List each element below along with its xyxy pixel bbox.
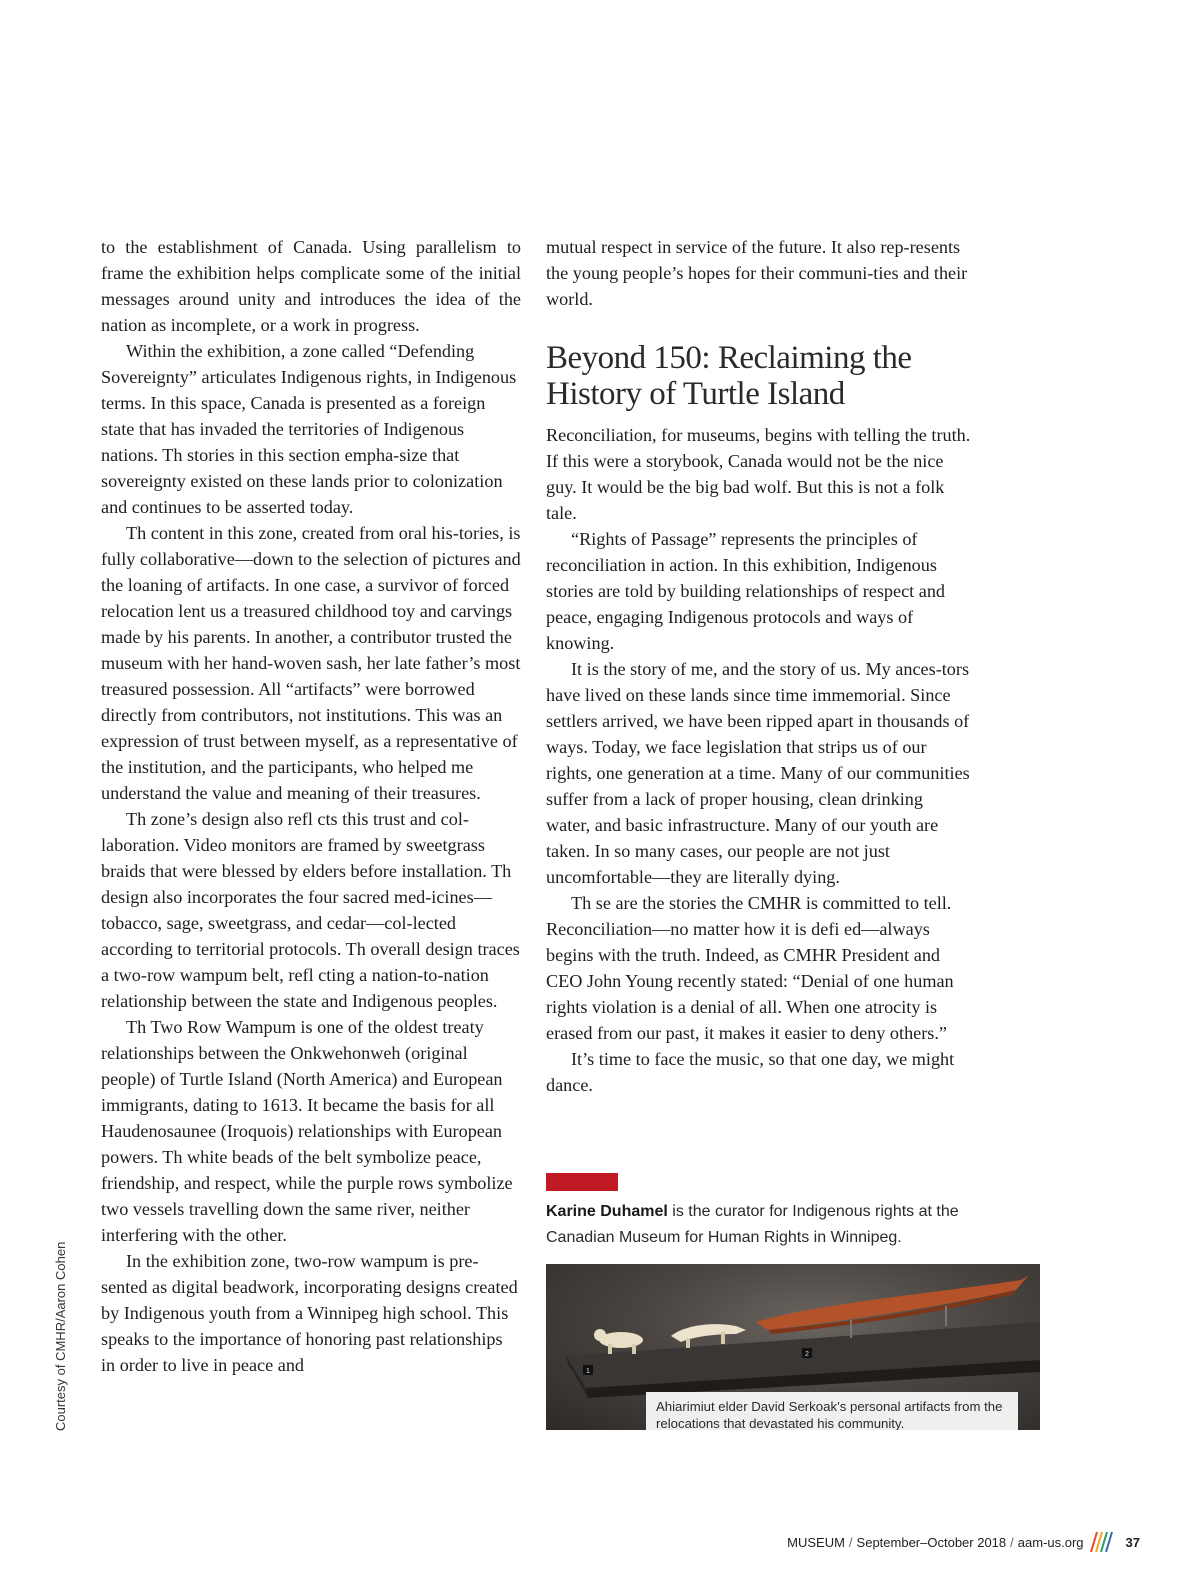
body-paragraph: Within the exhibition, a zone called “Defending Sovereignty” articulates Indigenous rights, in Indigenous terms. In this space, Canada is presented as a foreign state that has invaded the territories of Indigenous nations. Th stories in this section empha-size that sovereignty existed on these lands prior to colonization and continues to be asserted today. (101, 341, 517, 517)
body-paragraph: Th content in this zone, created from oral his-tories, is fully collaborative—down to the selection of pictures and the loaning of artifacts. In one case, a survivor of forced relocation lent us a treasured childhood toy and carvings made by his parents. In another, a contributor trusted the museum with her hand-woven sash, her late father’s most treasured possession. All “artifacts” were borrowed directly from contributors, not institutions. This was an expression of trust between myself, as a representative of the institution, and the participants, who helped me understand the value and meaning of their treasures. (101, 523, 521, 803)
body-paragraph: Th zone’s design also refl cts this trust and col-laboration. Video monitors are framed by sweetgrass braids that were blessed by elders before installation. Th design also incorporates the four sacred med-icines—tobacco, sage, sweetgrass, and cedar—col-lected according to territorial protocols. Th overall design traces a two-row wampum belt, refl cting a nation-to-nation relationship between the state and Indigenous peoples. (101, 809, 520, 1011)
author-name: Karine Duhamel (546, 1203, 668, 1220)
author-bio (546, 1199, 976, 1251)
aam-logo-icon (1088, 1530, 1114, 1554)
body-paragraph: Reconciliation, for museums, begins with telling the truth. If this were a storybook, Canada would not be the nice guy. It would be the big bad wolf. But this is not a folk tale. (546, 425, 971, 523)
section-heading: Beyond 150: Reclaiming the History of Turtle Island (546, 340, 912, 412)
body-paragraph: Th se are the stories the CMHR is committed to tell. Reconciliation—no matter how it is defi ed—always begins with the truth. Indeed, as CMHR President and CEO John Young recently stated: “Denial of one human rights violation is a denial of all. When one atrocity is erased from our past, it makes it easier to deny others.” (546, 893, 954, 1043)
author-divider-bar (546, 1173, 618, 1191)
body-paragraph: It is the story of me, and the story of us. My ances-tors have lived on these lands since time immemorial. Since settlers arrived, we have been ripped apart in thousands of ways. Today, we face legislation that strips us of our rights, one generation at a time. Many of our communities suffer from a lack of proper housing, clean drinking water, and basic infrastructure. Many of our youth are taken. In so many cases, our people are not just uncomfortable—they are literally dying. (546, 659, 970, 887)
website: aam-us.org (1017, 1534, 1084, 1550)
footer-separator: / (1010, 1534, 1014, 1550)
body-paragraph: In the exhibition zone, two-row wampum is pre-sented as digital beadwork, incorporating designs created by Indigenous youth from a Winnipeg high school. This speaks to the importance of honoring past relationships in order to live in peace and (101, 1251, 518, 1375)
artifact-tag-2: 2 (805, 1351, 809, 1358)
footer-separator: / (848, 1534, 853, 1550)
artifact-photo (546, 1264, 1040, 1430)
body-paragraph: “Rights of Passage” represents the principles of reconciliation in action. In this exhibition, Indigenous stories are told by building relationships of respect and peace, engaging Indigenous protocols and ways of knowing. (546, 529, 946, 653)
photo-caption: Ahiarimiut elder David Serkoak’s personal artifacts from the relocations that devastated his community. (646, 1392, 1018, 1430)
page-number: 37 (1125, 1534, 1140, 1550)
right-column (546, 234, 971, 1098)
body-paragraph: Th Two Row Wampum is one of the oldest treaty relationships between the Onkwehonweh (original people) of Turtle Island (North America) and European immigrants, dating to 1613. It became the basis for all Haudenosaunee (Iroquois) relationships with European powers. Th white beads of the belt symbolize peace, friendship, and respect, while the purple rows symbolize two vessels travelling down the same river, neither interfering with the other. (101, 1017, 513, 1245)
page-footer (787, 1530, 1140, 1554)
body-paragraph: It’s time to face the music, so that one day, we might dance. (546, 1049, 955, 1095)
photo-credit: Courtesy of CMHR/Aaron Cohen (53, 1241, 68, 1431)
left-column (101, 234, 521, 1378)
body-paragraph: mutual respect in service of the future. It also rep-resents the young people’s hopes for their communi-ties and their world. (546, 237, 968, 309)
body-paragraph: to the establishment of Canada. Using parallelism to frame the exhibition helps complicate some of the initial messages around unity and introduces the idea of the nation as incomplete, or a work in progress. (101, 237, 521, 335)
magazine-name: MUSEUM (787, 1534, 845, 1550)
issue-date: September–October 2018 (856, 1534, 1007, 1550)
artifact-tag-1: 1 (586, 1368, 590, 1375)
author-bio-text: is the curator for Indigenous rights at the Canadian Museum for Human Rights in Winnipeg. (546, 1203, 959, 1246)
